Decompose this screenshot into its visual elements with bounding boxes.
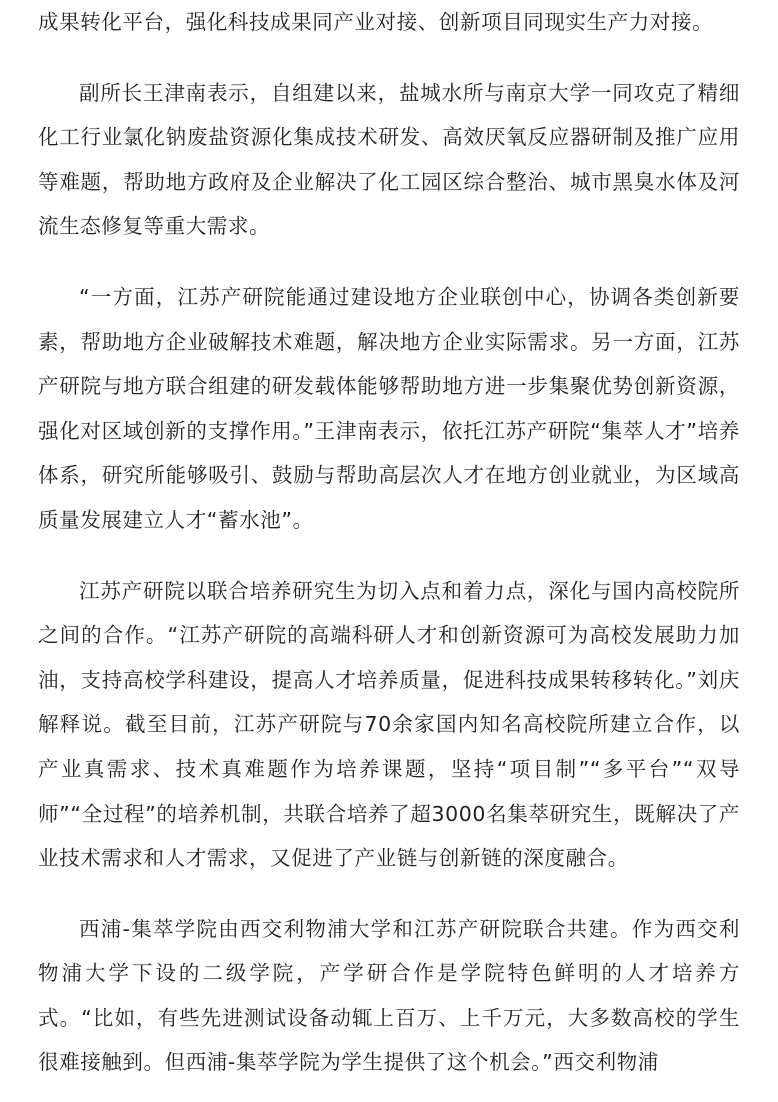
- article-body: [38, 0, 740, 1085]
- paragraph-continuation: 成果转化平台，强化科技成果同产业对接、创新项目同现实生产力对接。: [38, 10, 714, 34]
- paragraph-xipu-jicui-college: 西浦-集萃学院由西交利物浦大学和江苏产研院联合共建。作为西交利物浦大学下设的二级学院，产学研合作是学院特色鲜明的人才培养方式。“比如，有些先进测试设备动辄上百万、上千万元，大多数高校的学生很难接触到。但西浦-集萃学院为学生提供了这个机会。”西交利物浦: [38, 916, 740, 1075]
- paragraph-wang-jinnan-quote: “一方面，江苏产研院能通过建设地方企业联创中心，协调各类创新要素，帮助地方企业破解技术难题，解决地方企业实际需求。另一方面，江苏产研院与地方联合组建的研发载体能够帮助地方进一步集聚优势创新资源，强化对区域创新的支撑作用。”王津南表示，依托江苏产研院“集萃人才”培养体系，研究所能够吸引、鼓励与帮助高层次人才在地方创业就业，为区域高质量发展建立人才“蓄水池”。: [38, 284, 740, 532]
- paragraph-joint-graduate-training: 江苏产研院以联合培养研究生为切入点和着力点，深化与国内高校院所之间的合作。“江苏产研院的高端科研人才和创新资源可为高校发展助力加油，支持高校学科建设，提高人才培养质量，促进科技成果转移转化。”刘庆解释说。截至目前，江苏产研院与70余家国内知名高校院所建立合作，以产业真需求、技术真难题作为培养课题，坚持“项目制”“多平台”“双导师”“全过程”的培养机制，共联合培养了超3000名集萃研究生，既解决了产业技术需求和人才需求，又促进了产业链与创新链的深度融合。: [38, 578, 740, 871]
- paragraph-wang-jinnan-statement: 副所长王津南表示，自组建以来，盐城水所与南京大学一同攻克了精细化工行业氯化钠废盐资源化集成技术研发、高效厌氧反应器研制及推广应用等难题，帮助地方政府及企业解决了化工园区综合整治、城市黑臭水体及河流生态修复等重大需求。: [38, 80, 740, 239]
